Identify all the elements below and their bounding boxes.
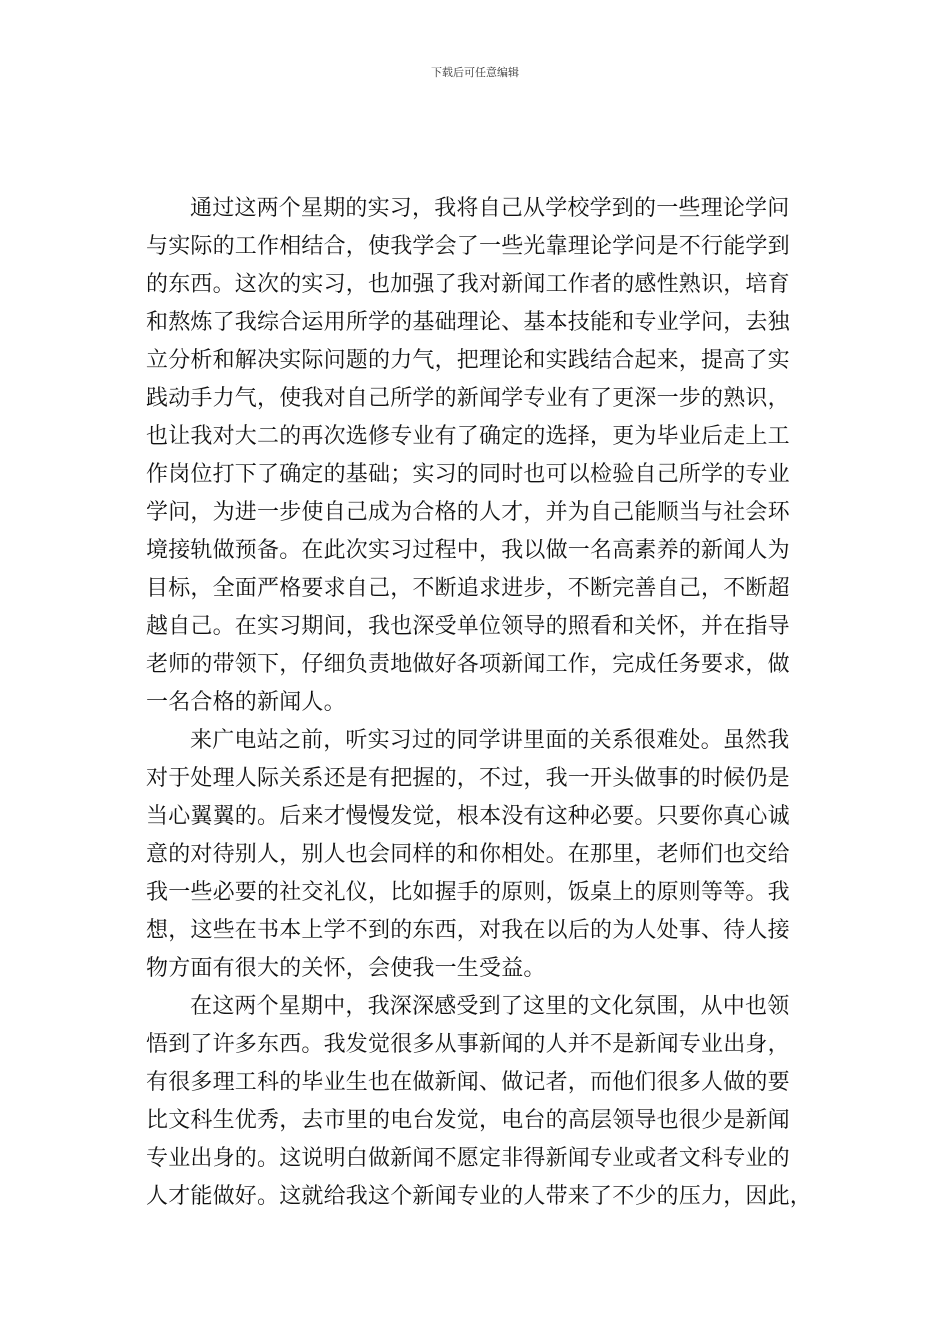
paragraph-line: 人才能做好。这就给我这个新闻专业的人带来了不少的压力，因此， — [146, 1184, 813, 1209]
paragraph-line: 对于处理人际关系还是有把握的，不过，我一开头做事的时候仍是 — [146, 766, 790, 791]
paragraph-line: 践动手力气，使我对自己所学的新闻学专业有了更深一步的熟识， — [146, 386, 790, 411]
paragraph-line: 目标，全面严格要求自己，不断追求进步，不断完善自己，不断超 — [146, 576, 790, 601]
paragraph-line: 意的对待别人，别人也会同样的和你相处。在那里，老师们也交给 — [146, 842, 790, 867]
paragraph-line: 悟到了许多东西。我发觉很多从事新闻的人并不是新闻专业出身， — [146, 1032, 790, 1057]
paragraph-line: 专业出身的。这说明白做新闻不愿定非得新闻专业或者文科专业的 — [146, 1146, 790, 1171]
paragraph-line: 老师的带领下，仔细负责地做好各项新闻工作，完成任务要求，做 — [146, 652, 790, 677]
paragraph-line: 有很多理工科的毕业生也在做新闻、做记者，而他们很多人做的要 — [146, 1070, 790, 1095]
document-body — [146, 190, 816, 1216]
paragraph-line: 立分析和解决实际问题的力气，把理论和实践结合起来，提高了实 — [146, 348, 790, 373]
paragraph-line: 我一些必要的社交礼仪，比如握手的原则，饭桌上的原则等等。我 — [146, 880, 790, 905]
paragraph-line: 与实际的工作相结合，使我学会了一些光靠理论学问是不行能学到 — [146, 234, 790, 259]
paragraph-line: 一名合格的新闻人。 — [146, 690, 346, 715]
page-header-note: 下载后可任意编辑 — [431, 66, 519, 79]
paragraph-line: 物方面有很大的关怀，会使我一生受益。 — [146, 956, 546, 981]
paragraph-line: 学问，为进一步使自己成为合格的人才，并为自己能顺当与社会环 — [146, 500, 790, 525]
paragraph-line: 来广电站之前，听实习过的同学讲里面的关系很难处。虽然我 — [190, 728, 790, 753]
paragraph-line: 想，这些在书本上学不到的东西，对我在以后的为人处事、待人接 — [146, 918, 790, 943]
paragraph-line: 通过这两个星期的实习，我将自己从学校学到的一些理论学问 — [190, 196, 790, 221]
paragraph-line: 境接轨做预备。在此次实习过程中，我以做一名高素养的新闻人为 — [146, 538, 790, 563]
paragraph-line: 作岗位打下了确定的基础；实习的同时也可以检验自己所学的专业 — [146, 462, 790, 487]
paragraph-line: 和熬炼了我综合运用所学的基础理论、基本技能和专业学问，去独 — [146, 310, 790, 335]
paragraph-line: 在这两个星期中，我深深感受到了这里的文化氛围，从中也领 — [190, 994, 790, 1019]
paragraph-line: 也让我对大二的再次选修专业有了确定的选择，更为毕业后走上工 — [146, 424, 790, 449]
paragraph-line: 的东西。这次的实习，也加强了我对新闻工作者的感性熟识，培育 — [146, 272, 790, 297]
paragraph-line: 越自己。在实习期间，我也深受单位领导的照看和关怀，并在指导 — [146, 614, 790, 639]
paragraph-line: 当心翼翼的。后来才慢慢发觉，根本没有这种必要。只要你真心诚 — [146, 804, 790, 829]
paragraph-line: 比文科生优秀，去市里的电台发觉，电台的高层领导也很少是新闻 — [146, 1108, 790, 1133]
